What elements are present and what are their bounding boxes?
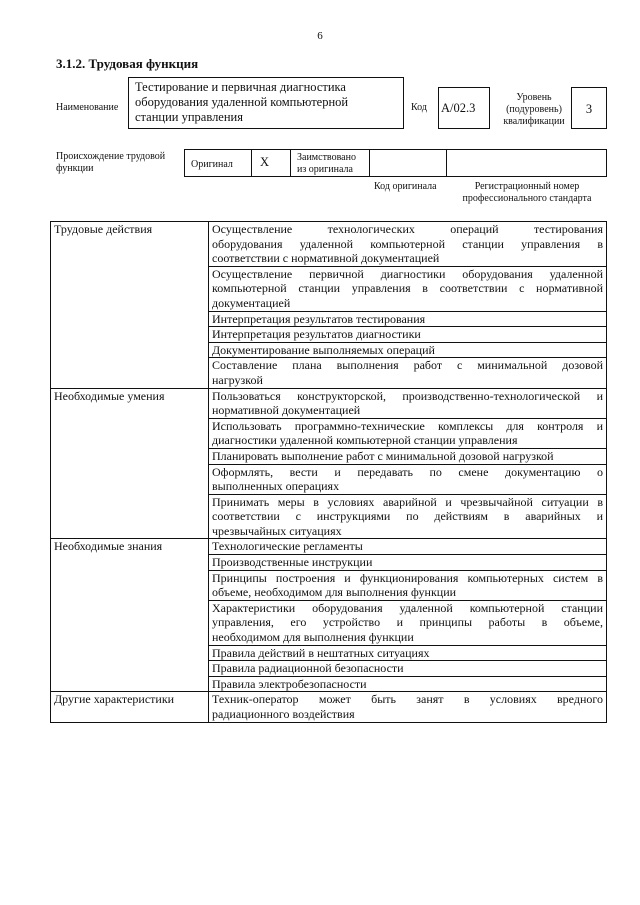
table-row <box>51 539 607 555</box>
item-line: Планировать выполнение работ с минимальной дозовой нагрузкой <box>212 448 554 463</box>
item-line: управления, его устройство и принципы работы в объеме, <box>212 615 603 630</box>
level-label <box>498 92 570 128</box>
reg-number-caption-line: Регистрационный номер <box>474 181 580 192</box>
item-cell <box>209 692 607 722</box>
name-value-box <box>128 77 404 129</box>
category-cell: Необходимые умения <box>51 388 209 539</box>
item-line: диагностики удаленной компьютерной станции управления <box>212 433 518 448</box>
item-line: Характеристики оборудования удаленной компьютерной станции <box>212 600 603 615</box>
item-cell <box>209 661 607 677</box>
item-cell <box>209 311 607 327</box>
item-line: Правила электробезопасности <box>212 676 367 691</box>
item-cell <box>209 600 607 645</box>
item-line: чрезвычайных ситуациях <box>212 523 342 538</box>
name-label: Наименование <box>56 102 119 113</box>
item-line: радиационного воздействия <box>212 707 355 721</box>
item-cell <box>209 266 607 311</box>
item-line: нормативной документацией <box>212 403 361 418</box>
function-table <box>50 221 607 723</box>
item-line: компьютерной станции управления в соответствии с нормативной <box>212 281 603 296</box>
code-label: Код <box>411 102 427 113</box>
item-line: Интерпретация результатов диагностики <box>212 327 421 342</box>
level-label-line: квалификации <box>503 116 565 127</box>
borrowed-label-line: из оригинала <box>297 164 353 175</box>
name-value-line: оборудования удаленной компьютерной <box>135 95 349 109</box>
reg-number-cell <box>446 149 607 177</box>
item-line: Использовать программно-технические комплексы для контроля и <box>212 418 603 433</box>
item-cell <box>209 539 607 555</box>
level-value: 3 <box>571 87 607 129</box>
item-line: документацией <box>212 295 291 310</box>
table-row <box>51 692 607 722</box>
item-line: Составление плана выполнения работ с минимальной дозовой <box>212 358 603 373</box>
item-cell <box>209 222 607 267</box>
item-line: Правила радиационной безопасности <box>212 661 404 676</box>
origin-label-line: функции <box>56 163 94 174</box>
origin-label-line: Происхождение трудовой <box>56 151 166 162</box>
item-line: Технологические регламенты <box>212 539 363 554</box>
item-cell <box>209 494 607 539</box>
section-title: 3.1.2. Трудовая функция <box>56 56 199 71</box>
item-cell <box>209 676 607 692</box>
origin-label <box>56 151 165 175</box>
borrowed-label-line: Заимствовано <box>297 152 356 163</box>
item-cell <box>209 464 607 494</box>
item-line: выполненных операциях <box>212 479 340 494</box>
level-label-line: Уровень <box>516 92 552 103</box>
category-cell: Необходимые знания <box>51 539 209 692</box>
reg-number-caption-line: профессионального стандарта <box>462 193 592 204</box>
item-line: необходимом для выполнения функции <box>212 630 414 645</box>
item-line: Правила действий в нештатных ситуациях <box>212 645 430 660</box>
item-line: соответствии с нормативной документацией <box>212 251 440 266</box>
item-line: Принимать меры в условиях аварийной и чрезвычайной ситуации в <box>212 494 603 509</box>
table-row <box>51 388 607 418</box>
item-cell <box>209 358 607 388</box>
name-value-line: Тестирование и первичная диагностика <box>135 80 346 94</box>
item-line: Оформлять, вести и передавать по смене документацию о <box>212 464 603 479</box>
item-line: Техник-оператор может быть занят в условиях вредного <box>212 692 603 707</box>
page-number: 6 <box>317 30 323 42</box>
item-cell <box>209 327 607 343</box>
item-line: Пользоваться конструкторской, производственно-технологической и <box>212 388 603 403</box>
code-value: А/02.3 <box>438 87 490 129</box>
item-line: нагрузкой <box>212 372 263 387</box>
item-line: объеме, необходимом для выполнения функции <box>212 585 457 600</box>
item-cell <box>209 555 607 571</box>
category-cell: Трудовые действия <box>51 222 209 389</box>
item-cell <box>209 388 607 418</box>
item-cell <box>209 570 607 600</box>
level-label-line: (подуровень) <box>506 104 562 115</box>
item-cell <box>209 418 607 448</box>
borrowed-label <box>290 149 370 177</box>
item-line: Принципы построения и функционирования компьютерных систем в <box>212 570 603 585</box>
item-line: Осуществление технологических операций тестирования <box>212 222 603 236</box>
code-original-caption: Код оригинала <box>374 181 437 192</box>
item-line: Интерпретация результатов тестирования <box>212 311 426 326</box>
item-line: оборудования удаленной компьютерной станции управления в <box>212 236 603 251</box>
category-cell: Другие характеристики <box>51 692 209 722</box>
item-cell <box>209 645 607 661</box>
item-line: Осуществление первичной диагностики оборудования удаленной <box>212 266 603 281</box>
original-label: Оригинал <box>184 149 252 177</box>
original-mark: Х <box>251 149 291 177</box>
table-row <box>51 222 607 267</box>
item-line: Производственные инструкции <box>212 555 373 570</box>
item-cell <box>209 342 607 358</box>
item-line: соответствии с инструкциями по действиям в аварийных и <box>212 509 603 524</box>
original-code-cell <box>369 149 447 177</box>
item-cell <box>209 448 607 464</box>
name-value-line: станции управления <box>135 110 243 124</box>
reg-number-caption <box>452 181 602 205</box>
item-line: Документирование выполняемых операций <box>212 342 435 357</box>
